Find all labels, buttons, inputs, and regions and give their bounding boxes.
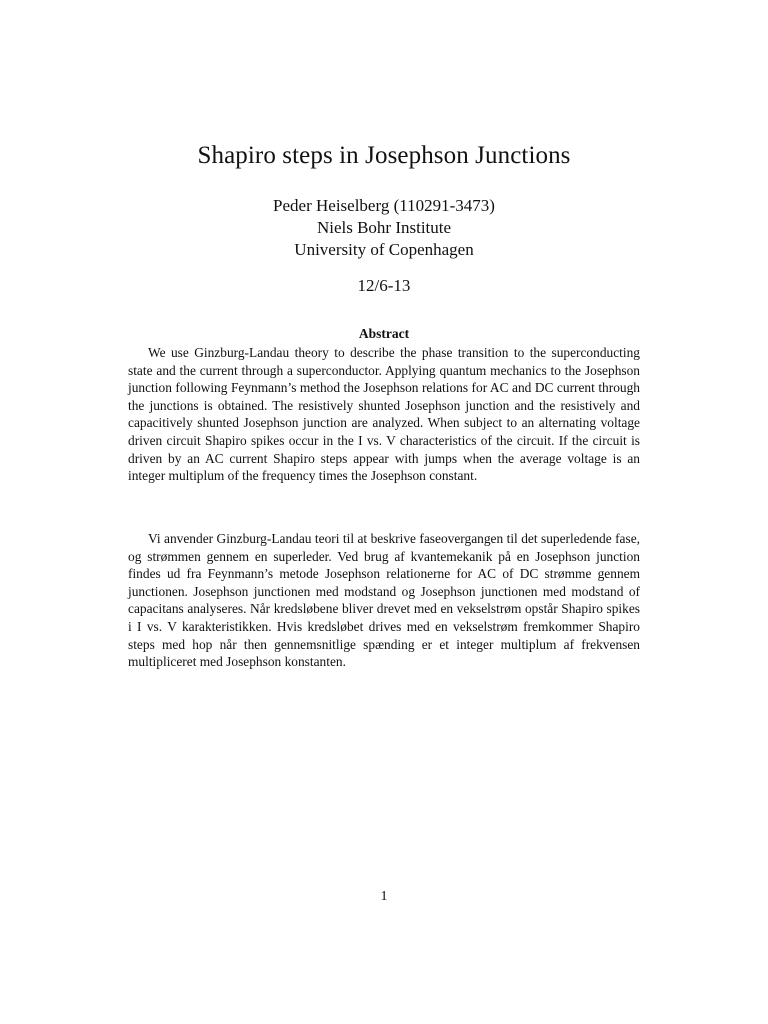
danish-abstract-paragraph: Vi anvender Ginzburg-Landau teori til at beskrive faseovergangen til det superledende fase, og strømmen gennem en superleder. Ved brug af kvantemekanik på en Josephson junction findes ud fra Feynmann’s metode Josephson relationerne for AC of DC strømme gennem junctionen. Josephson junctionen med modstand og Josephson junctionen med modstand of capacitans analyseres. Når kredsløbene bliver drevet med en vekselstrøm opstår Shapiro spikes i I vs. V karakteristikken. Hvis kredsløbet drives med en vekselstrøm fremkommer Shapiro steps med hop når then gennemsnitlige spænding er et integer multiplum af frekvensen multipliceret med Josephson konstanten. <box>128 531 640 670</box>
institute-name: Niels Bohr Institute <box>316 218 452 237</box>
page-number: 1 <box>380 889 388 904</box>
paper-title: Shapiro steps in Josephson Junctions <box>197 142 571 169</box>
author-name: Peder Heiselberg (110291-3473) <box>273 196 495 215</box>
author-block <box>0 195 768 261</box>
abstract-paragraph: We use Ginzburg-Landau theory to describe the phase transition to the superconducting state and the current through a superconductor. Applying quantum mechanics to the Josephson junction following Feynmann’s method the Josephson relations for AC and DC current through the junctions is obtained. The resistively shunted Josephson junction and the resistively and capacitively shunted Josephson junction are analyzed. When subject to an alternating voltage driven circuit Shapiro spikes occur in the I vs. V characteristics of the circuit. If the circuit is driven by an AC current Shapiro steps appear with jumps when the average voltage is an integer multiplum of the frequency times the Josephson constant. <box>128 345 640 484</box>
paper-date: 12/6-13 <box>357 276 411 295</box>
abstract-heading: Abstract <box>358 326 410 341</box>
university-name: University of Copenhagen <box>294 240 474 259</box>
